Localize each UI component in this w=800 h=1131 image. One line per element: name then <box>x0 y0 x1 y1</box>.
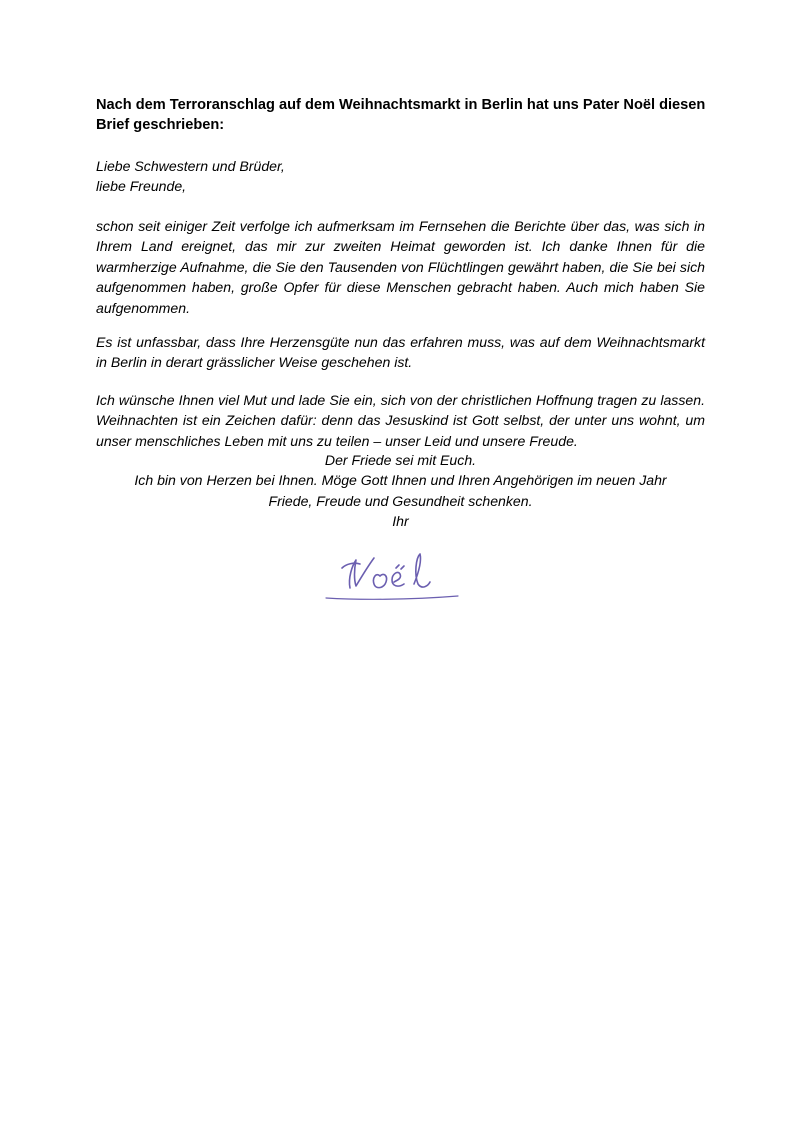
signature-stroke <box>392 572 404 586</box>
closing-line-1: Der Friede sei mit Euch. <box>324 452 477 468</box>
signature-stroke <box>396 565 399 568</box>
signature-image <box>318 538 468 608</box>
closing-line-3: Friede, Freude und Gesundheit schenken. <box>268 492 533 509</box>
paragraph-3: Ich wünsche Ihnen viel Mut und lade Sie ein, sich von der christlichen Hoffnung tragen zu lassen. Weihnachten ist ein Zeichen dafür: denn das Jesuskind ist Gott selbst, der unter uns wohnt, um unser menschliches Leben mit uns zu teilen – unser Leid und unsere Freude. <box>96 392 705 449</box>
signature-stroke <box>414 554 430 587</box>
paragraph-1: schon seit einiger Zeit verfolge ich aufmerksam im Fernsehen die Berichte über das, was sich in Ihrem Land ereignet, das mir zur zweiten Heimat geworden ist. Ich danke Ihnen für die warmherzige Aufnahme, die Sie den Tausenden von Flüchtlingen gewährt haben, die Sie bei sich aufgenommen haben, große Opfer für diese Menschen gebracht haben. Auch mich haben Sie aufgenommen. <box>96 218 705 316</box>
closing-line-4: Ihr <box>392 513 409 530</box>
paragraph-2: Es ist unfassbar, dass Ihre Herzensgüte nun das erfahren muss, was auf dem Weihnachtsmarkt in Berlin in derart grässlicher Weise geschehen ist. <box>96 334 705 371</box>
signature-stroke <box>401 566 404 569</box>
signature-stroke <box>373 574 386 587</box>
letter-heading: Nach dem Terroranschlag auf dem Weihnachtsmarkt in Berlin hat uns Pater Noël diesen Brief geschrieben: <box>96 97 706 133</box>
salutation-line-2: liebe Freunde, <box>96 178 187 195</box>
closing-line-2: Ich bin von Herzen bei Ihnen. Möge Gott Ihnen und Ihren Angehörigen im neuen Jahr <box>134 472 667 489</box>
signature-underline <box>326 596 458 599</box>
salutation <box>96 156 705 197</box>
closing-block <box>96 450 705 532</box>
signature-stroke <box>342 563 360 568</box>
salutation-line-1: Liebe Schwestern und Brüder, <box>96 158 285 174</box>
